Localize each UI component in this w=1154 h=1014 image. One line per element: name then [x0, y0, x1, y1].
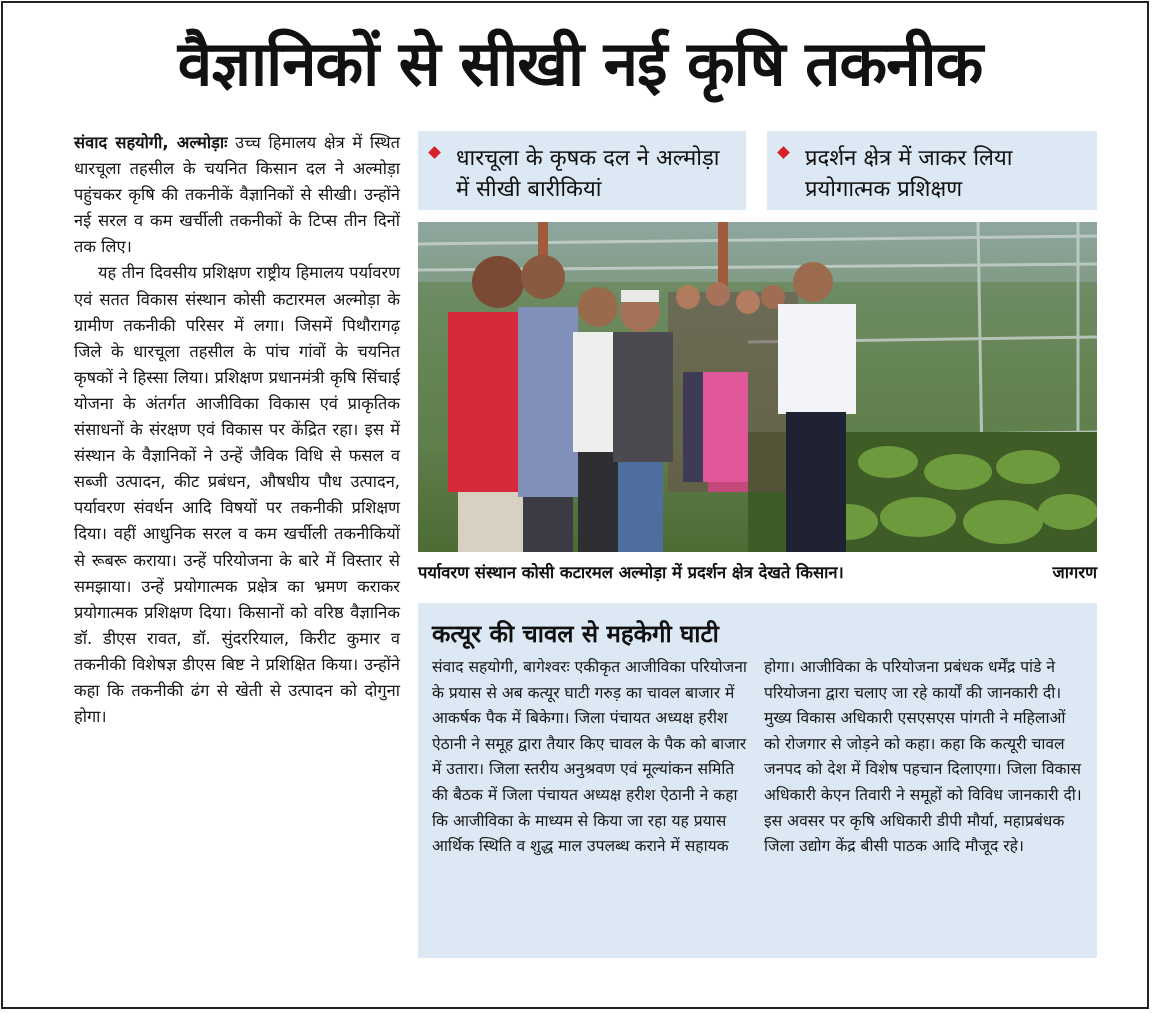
red-diamond-bullet-icon: [428, 146, 441, 159]
red-diamond-bullet-icon: [777, 146, 790, 159]
main-story-lead-paragraph: [74, 130, 400, 260]
second-story-column-1: संवाद सहयोगी, बागेश्वरः एकीकृत आजीविका परियोजना के प्रयास से अब कत्यूर घाटी गरुड़ का चावल बाजार में आकर्षक पैक में बिकेगा। जिला पंचायत अध्यक्ष हरीश ऐठानी ने समूह द्वारा तैयार किए चावल के पैक को बाजार में उतारा। जिला स्तरीय अनुश्रवण एवं मूल्यांकन समिति की बैठक में जिला पंचायत अध्यक्ष हरीश ऐठानी ने कहा कि आजीविका के माध्यम से किया जा रहा यह प्रयास आर्थिक स्थिति व शुद्ध माल उपलब्ध कराने में सहायक: [432, 658, 747, 856]
main-story-body: यह तीन दिवसीय प्रशिक्षण राष्ट्रीय हिमालय पर्यावरण एवं सतत विकास संस्थान कोसी कटारमल अल्मोड़ा के ग्रामीण तकनीकी परिसर में लगा। जिसमें पिथौरागढ़ जिले के धारचूला तहसील के पांच गांवों के चयनित कृषकों ने हिस्सा लिया। प्रशिक्षण प्रधानमंत्री कृषि सिंचाई योजना के अंतर्गत आजीविका विकास एवं प्राकृतिक संसाधनों के संरक्षण एवं विकास पर केंद्रित रहा। इस में संस्थान के वैज्ञानिकों ने उन्हें जैविक विधि से फसल व सब्जी उत्पादन, कीट प्रबंधन, औषधीय पौध उत्पादन, पर्यावरण संवर्धन आदि विषयों पर तकनीकी प्रशिक्षण दिया। वहीं आधुनिक सरल व कम खर्चीली तकनीकियों से रूबरू कराया। उन्हें परियोजना के बारे में विस्तार से समझाया। उन्हें प्रयोगात्मक प्रक्षेत्र का भ्रमण कराकर प्रयोगात्मक प्रशिक्षण दिया। किसानों को वरिष्ठ वैज्ञानिक डॉ. डीएस रावत, डॉ. सुंदररियाल, किरीट कुमार व तकनीकी विशेषज्ञ डीएस बिष्ट ने प्रशिक्षित किया। उन्होंने कहा कि तकनीकी ढंग से खेती से उत्पादन को दोगुना होगा।: [74, 263, 400, 727]
caption-text: पर्यावरण संस्थान कोसी कटारमल अल्मोड़ा में प्रदर्शन क्षेत्र देखते किसान।: [418, 563, 844, 582]
photo-caption: [418, 558, 1097, 588]
highlight-box-1: [418, 131, 746, 210]
highlight-text-2: प्रदर्शन क्षेत्र में जाकर लिया प्रयोगात्मक प्रशिक्षण: [805, 146, 1013, 202]
main-story-lead: उच्च हिमालय क्षेत्र में स्थित धारचूला तहसील के चयनित किसान दल ने अल्मोड़ा पहुंचकर कृषि की तकनीकें वैज्ञानिकों से सीखी। उन्होंने नई सरल व कम खर्चीली तकनीकों के टिप्स तीन दिनों तक लिए।: [74, 133, 400, 257]
main-story: [74, 130, 400, 960]
photo-farmers-greenhouse: [418, 222, 1097, 552]
highlight-text-1: धारचूला के कृषक दल ने अल्मोड़ा में सीखी बारीकियां: [456, 146, 720, 202]
highlight-box-2: [767, 131, 1097, 210]
news-photo: [418, 222, 1097, 552]
second-story-column-2: होगा। आजीविका के परियोजना प्रबंधक धर्मेंद्र पांडे ने परियोजना द्वारा चलाए जा रहे कार्यों की जानकारी दी। मुख्य विकास अधिकारी एसएसएस पांगती ने महिलाओं को रोजगार से जोड़ने को कहा। कहा कि कत्यूरी चावल जनपद को देश में विशेष पहचान दिलाएगा। जिला विकास अधिकारी केएन तिवारी ने समूहों को विविध जानकारी दी। इस अवसर पर कृषि अधिकारी डीपी मौर्या, महाप्रबंधक जिला उद्योग केंद्र बीसी पाठक आदि मौजूद रहे।: [764, 658, 1082, 856]
dateline: संवाद सहयोगी, अल्मोड़ाः: [74, 133, 228, 152]
second-story-box: [418, 603, 1097, 958]
second-story-title: कत्यूर की चावल से महकेगी घाटी: [432, 620, 719, 648]
photo-credit: जागरण: [1052, 563, 1097, 582]
headline: वैज्ञानिकों से सीखी नई कृषि तकनीक: [177, 27, 983, 100]
